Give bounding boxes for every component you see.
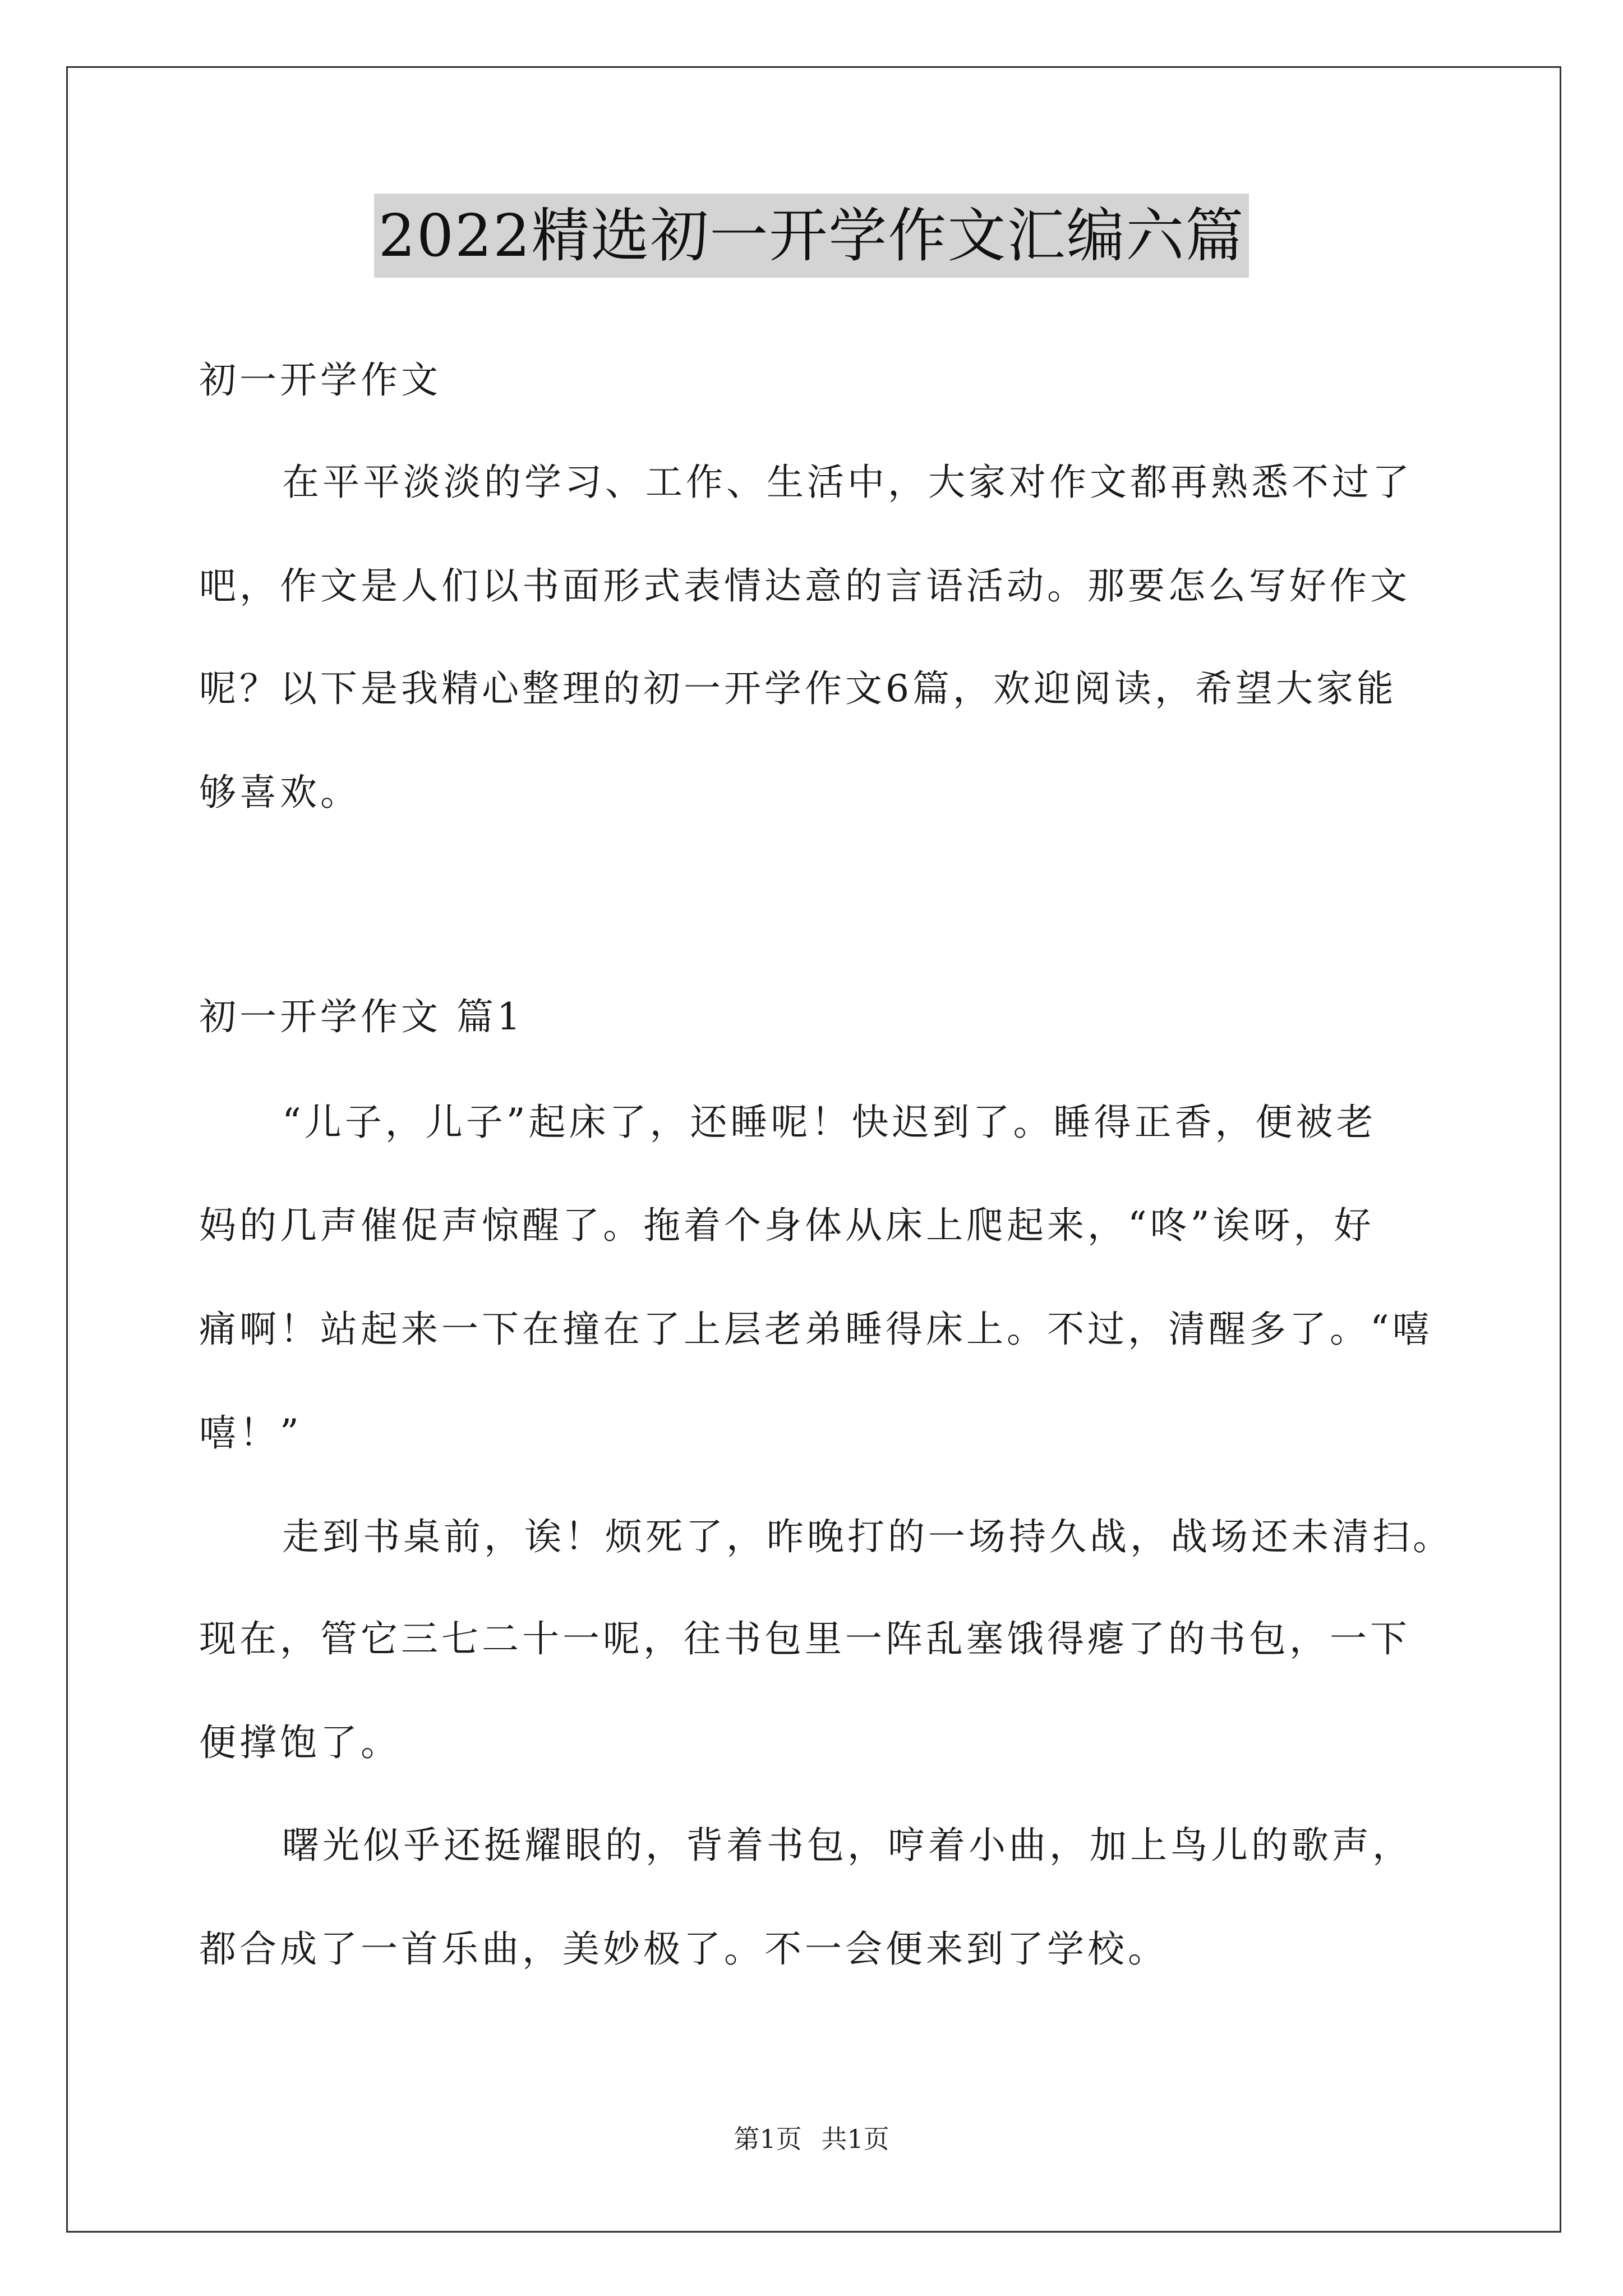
- paragraph-line: 现在，管它三七二十一呢，往书包里一阵乱塞饿得瘪了的书包，一下: [199, 1617, 1410, 1660]
- paragraph-line: 走到书桌前，诶！烦死了，昨晚打的一场持久战，战场还未清扫。: [282, 1515, 1453, 1558]
- paragraph-line: 便撑饱了。: [199, 1721, 401, 1764]
- page-footer: [0, 2122, 1623, 2156]
- page-number: 第1页: [734, 2124, 802, 2154]
- paragraph-line: 妈的几声催促声惊醒了。拖着个身体从床上爬起来，“咚”诶呀，好: [199, 1204, 1375, 1247]
- paragraph-line: 痛啊！站起来一下在撞在了上层老弟睡得床上。不过，清醒多了。“嘻: [199, 1308, 1433, 1351]
- section-heading: 初一开学作文 篇1: [199, 995, 524, 1038]
- document-title: 2022精选初一开学作文汇编六篇: [374, 194, 1249, 278]
- intro-line: 吧，作文是人们以书面形式表情达意的言语活动。那要怎么写好作文: [199, 564, 1410, 608]
- intro-line: 呢？以下是我精心整理的初一开学作文6篇，欢迎阅读，希望大家能: [199, 667, 1397, 710]
- intro-line: 在平平淡淡的学习、工作、生活中，大家对作文都再熟悉不过了: [282, 461, 1413, 504]
- intro-heading: 初一开学作文: [199, 358, 441, 402]
- title-container: [0, 194, 1623, 278]
- intro-line: 够喜欢。: [199, 771, 361, 814]
- paragraph-line: 都合成了一首乐曲，美妙极了。不一会便来到了学校。: [199, 1927, 1168, 1971]
- paragraph-line: 曙光似乎还挺耀眼的，背着书包，哼着小曲，加上鸟儿的歌声，: [282, 1824, 1413, 1867]
- page-total: 共1页: [821, 2124, 889, 2154]
- paragraph-line: 嘻！”: [199, 1411, 302, 1455]
- paragraph-line: “儿子，儿子”起床了，还睡呢！快迟到了。睡得正香，便被老: [282, 1101, 1377, 1144]
